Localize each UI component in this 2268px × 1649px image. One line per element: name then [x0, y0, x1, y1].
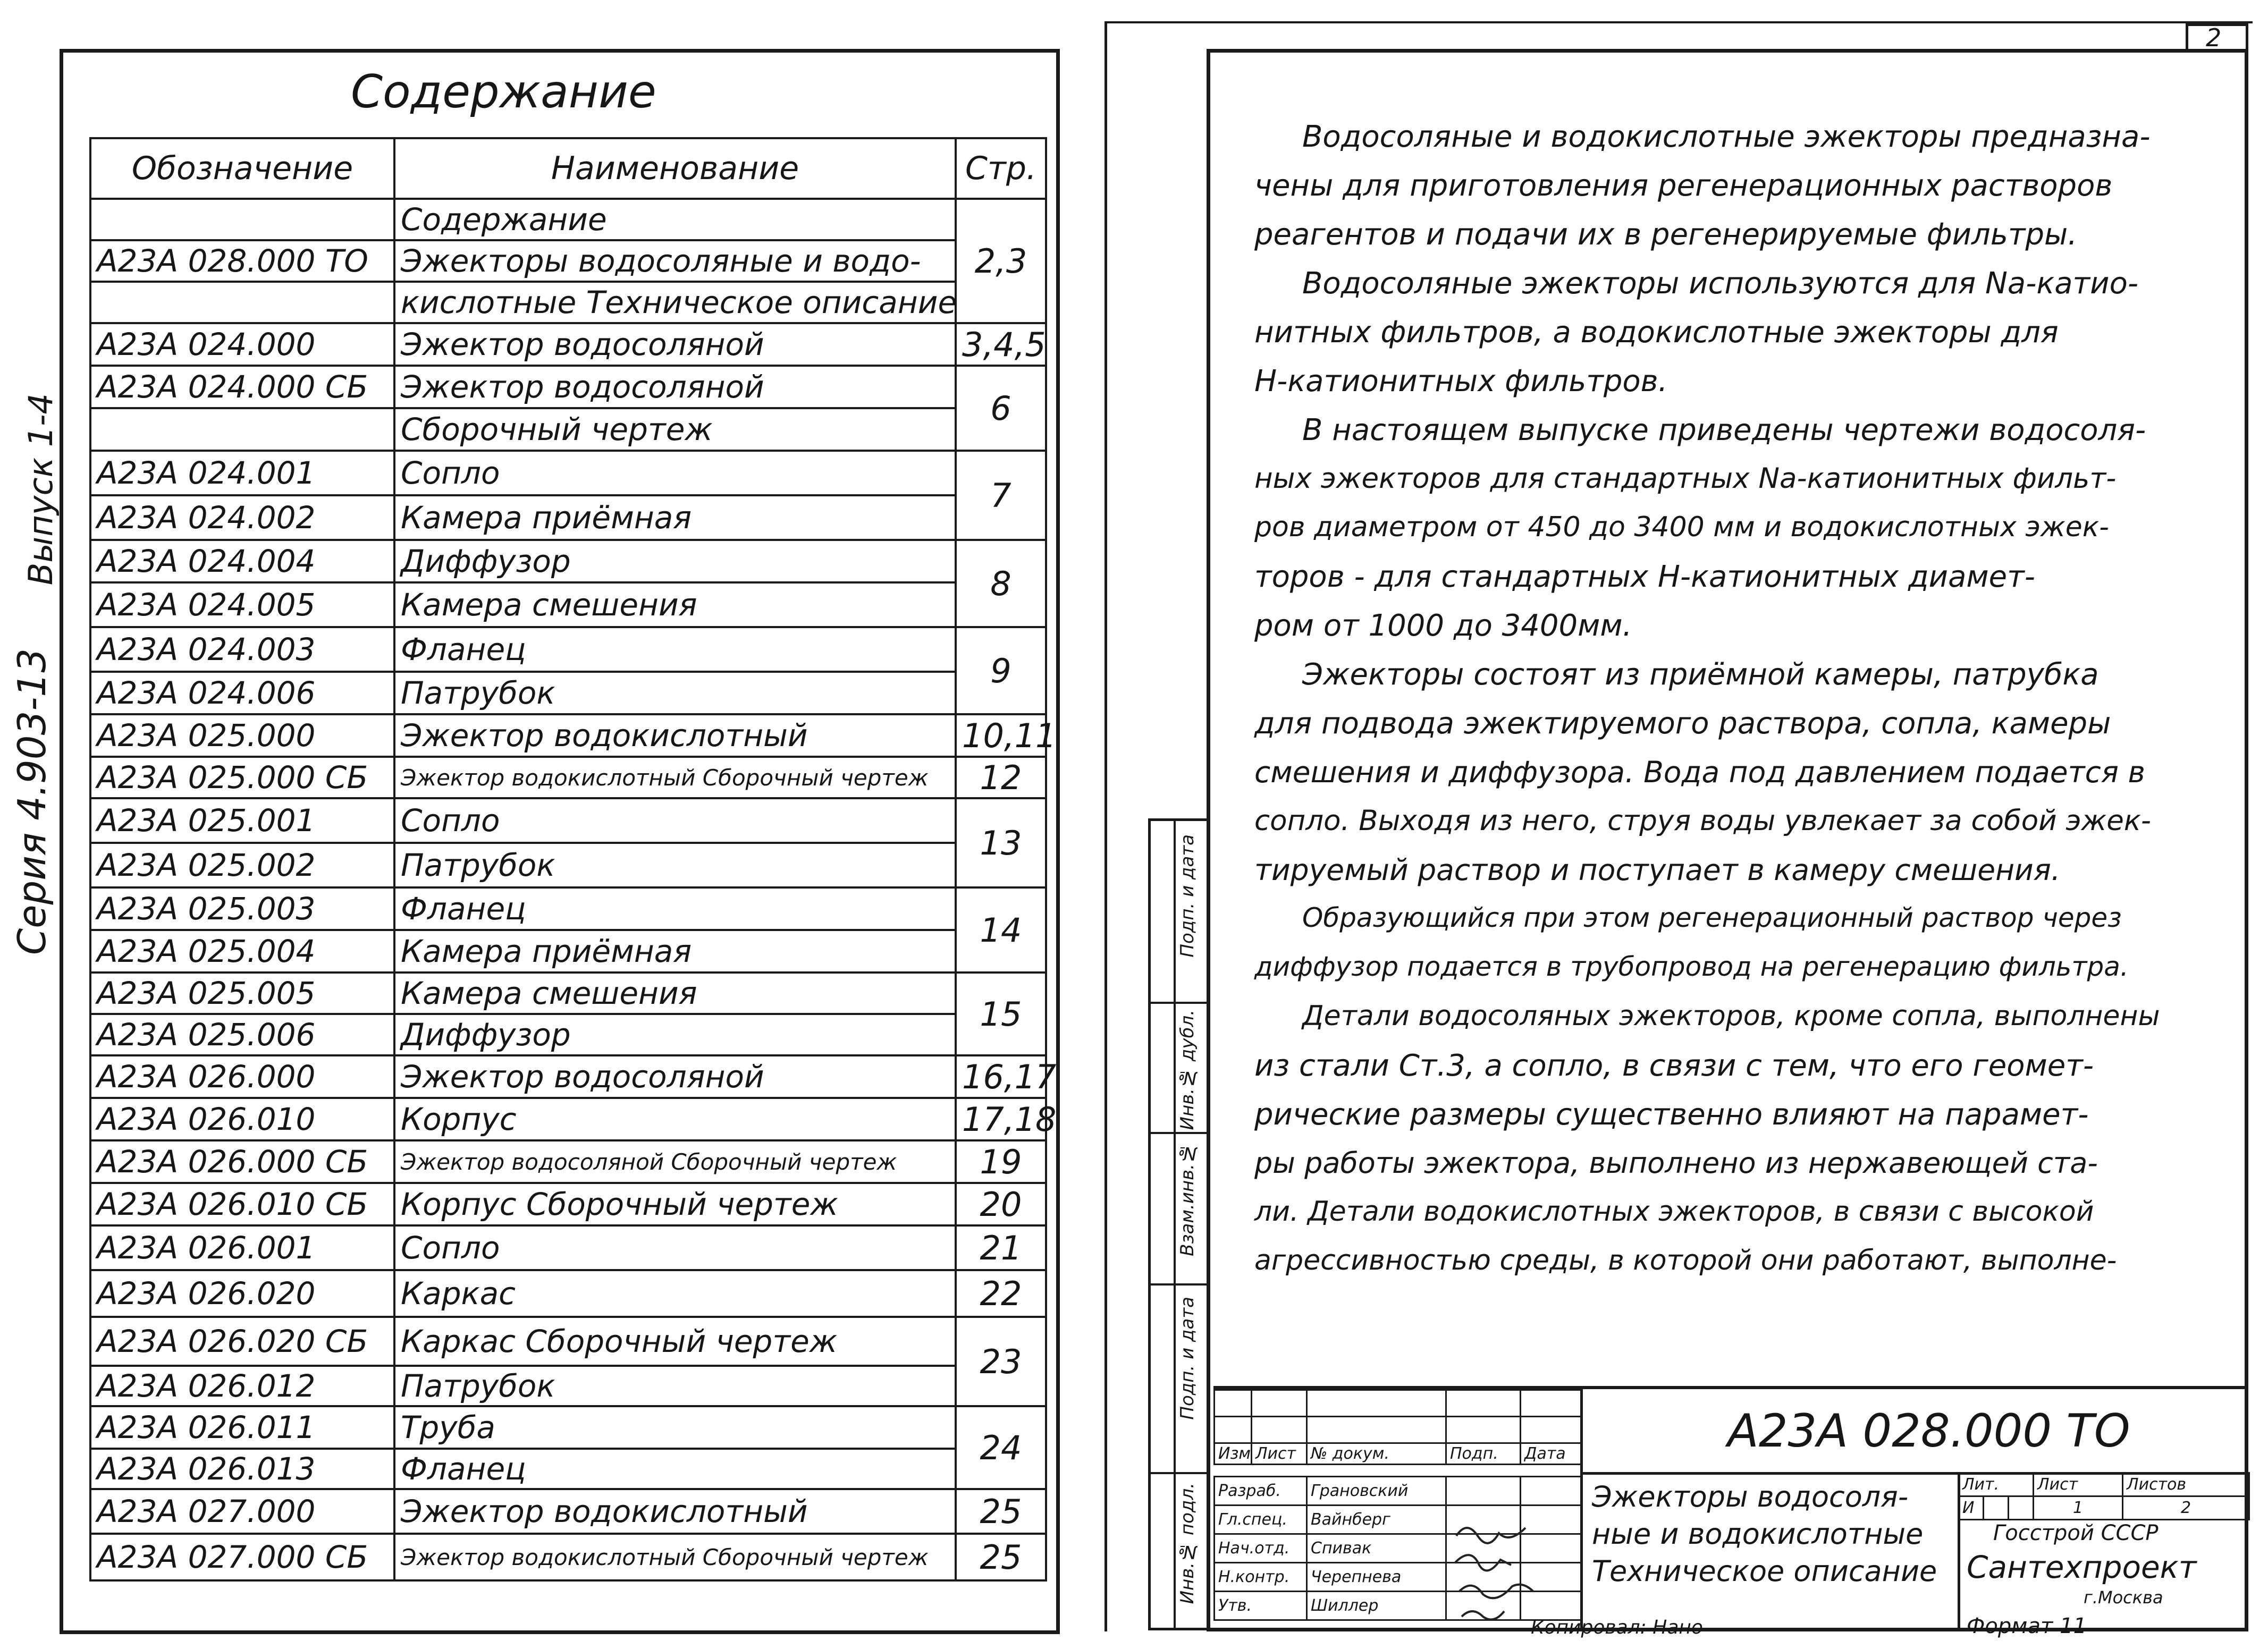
- toc-designation: А23А 025.000: [90, 714, 394, 757]
- tb-header-doc: № докум.: [1307, 1443, 1446, 1465]
- toc-page: 9: [956, 627, 1046, 714]
- toc-designation: А23А 025.002: [90, 843, 394, 887]
- toc-name: Сборочный чертеж: [394, 408, 956, 451]
- toc-name: Сопло: [394, 798, 956, 843]
- toc-designation: А23А 026.010 СБ: [90, 1183, 394, 1225]
- toc-designation: А23А 024.002: [90, 495, 394, 540]
- toc-designation: А23А 027.000: [90, 1489, 394, 1534]
- toc-designation: А23А 026.013: [90, 1449, 394, 1489]
- name-norm-control: Черепнева: [1307, 1563, 1446, 1592]
- name-approved: Шиллер: [1307, 1592, 1446, 1620]
- sheets-value: 2: [2123, 1496, 2249, 1520]
- sheet-label: Лист: [2034, 1473, 2123, 1496]
- toc-name: Каркас Сборочный чертеж: [394, 1317, 956, 1366]
- description-line: Эжекторы состоят из приёмной камеры, патрубка: [1302, 657, 2099, 692]
- issue-caption: Выпуск 1-4: [21, 393, 60, 586]
- toc-designation: А23А 024.005: [90, 582, 394, 627]
- description-line: для подвода эжектируемого раствора, сопла, камеры: [1254, 706, 2111, 741]
- side-label-dup-inv: Инв.№ дубл.: [1177, 1010, 1198, 1130]
- toc-name: Камера приёмная: [394, 930, 956, 973]
- toc-name: кислотные Техническое описание: [394, 282, 956, 323]
- tb-header-date: Дата: [1521, 1443, 1581, 1465]
- description-line: В настоящем выпуске приведены чертежи водосоля-: [1302, 413, 2146, 447]
- toc-page: 21: [956, 1225, 1046, 1270]
- toc-name: Труба: [394, 1406, 956, 1449]
- toc-page: 22: [956, 1270, 1046, 1317]
- toc-page: 14: [956, 887, 1046, 973]
- description-line: рические размеры существенно влияют на парамет-: [1254, 1097, 2089, 1132]
- toc-page: 8: [956, 540, 1046, 627]
- col-header-designation: Обозначение: [90, 138, 394, 199]
- description-line: нитных фильтров, а водокислотные эжекторы для: [1254, 315, 2059, 350]
- name-dept-head: Спивак: [1307, 1534, 1446, 1563]
- name-developer: Грановский: [1307, 1477, 1446, 1506]
- toc-page: 25: [956, 1534, 1046, 1580]
- toc-designation: А23А 026.020: [90, 1270, 394, 1317]
- description-line: ров диаметром от 450 до 3400 мм и водокислотных эжек-: [1254, 511, 2109, 543]
- org-line-1: Госстрой СССР: [1993, 1521, 2159, 1545]
- toc-page: 13: [956, 798, 1046, 887]
- toc-page: 2,3: [956, 199, 1046, 323]
- tb-header-sign: Подп.: [1446, 1443, 1521, 1465]
- signature-scribbles: [1446, 1477, 1584, 1626]
- role-developer: Разраб.: [1215, 1477, 1307, 1506]
- toc-page: 6: [956, 366, 1046, 451]
- toc-name: Фланец: [394, 887, 956, 930]
- description-line: ры работы эжектора, выполнено из нержавеющей ста-: [1254, 1146, 2098, 1180]
- tb-header-list: Лист: [1252, 1443, 1307, 1465]
- contents-table: [89, 137, 1057, 1582]
- toc-name: Содержание: [394, 199, 956, 240]
- top-edge-line: [1105, 21, 2253, 23]
- toc-page: 15: [956, 973, 1046, 1055]
- toc-designation: А23А 024.006: [90, 672, 394, 714]
- sheet-info-grid: [1958, 1472, 2250, 1520]
- toc-name: Эжектор водокислотный: [394, 1489, 956, 1534]
- toc-designation: А23А 026.020 СБ: [90, 1317, 394, 1366]
- toc-designation: А23А 024.004: [90, 540, 394, 582]
- description-line: ных эжекторов для стандартных Na-катионитных фильт-: [1254, 462, 2117, 495]
- toc-name: Фланец: [394, 1449, 956, 1489]
- sheets-label: Листов: [2123, 1473, 2249, 1496]
- org-city: г.Москва: [2084, 1587, 2163, 1608]
- side-label-replace-inv: Взам.инв.№: [1177, 1143, 1198, 1256]
- description-line: чены для приготовления регенерационных растворов: [1254, 168, 2113, 203]
- toc-name: Эжектор водосоляной: [394, 1055, 956, 1098]
- col-header-page: Стр.: [956, 138, 1046, 199]
- tb-header-izm: Изм: [1215, 1443, 1252, 1465]
- description-line: ли. Детали водокислотных эжекторов, в связи с высокой: [1254, 1196, 2094, 1228]
- toc-name: Эжектор водосоляной: [394, 323, 956, 366]
- role-norm-control: Н.контр.: [1215, 1563, 1307, 1592]
- toc-page: 25: [956, 1489, 1046, 1534]
- toc-page: 20: [956, 1183, 1046, 1225]
- description-line: из стали Ст.3, а сопло, в связи с тем, что его геомет-: [1254, 1048, 2094, 1083]
- description-line: диффузор подается в трубопровод на регенерацию фильтра.: [1254, 951, 2129, 982]
- toc-name: Эжектор водосоляной: [394, 366, 956, 408]
- footer-copied: Копировал: Нано: [1531, 1617, 1703, 1638]
- description-line: Детали водосоляных эжекторов, кроме сопла, выполнены: [1302, 1000, 2160, 1032]
- sheet-value: 1: [2034, 1496, 2123, 1520]
- toc-name: Диффузор: [394, 1014, 956, 1055]
- side-label-sign-date-2: Подп. и дата: [1177, 1297, 1198, 1420]
- toc-page: 23: [956, 1317, 1046, 1406]
- toc-page: 24: [956, 1406, 1046, 1489]
- toc-designation: А23А 026.010: [90, 1098, 394, 1140]
- toc-name: Камера смешения: [394, 973, 956, 1014]
- toc-designation: А23А 027.000 СБ: [90, 1534, 394, 1580]
- toc-designation: А23А 025.006: [90, 1014, 394, 1055]
- toc-designation: А23А 024.000 СБ: [90, 366, 394, 408]
- toc-name: Каркас: [394, 1270, 956, 1317]
- toc-name: Камера смешения: [394, 582, 956, 627]
- toc-designation: А23А 026.000 СБ: [90, 1140, 394, 1183]
- toc-page: 7: [956, 451, 1046, 540]
- toc-designation: А23А 025.004: [90, 930, 394, 973]
- toc-designation: А23А 026.000: [90, 1055, 394, 1098]
- toc-designation: А23А 026.001: [90, 1225, 394, 1270]
- toc-name: Диффузор: [394, 540, 956, 582]
- toc-designation: А23А 024.003: [90, 627, 394, 672]
- description-line: Водосоляные эжекторы используются для Na-катио-: [1302, 266, 2139, 301]
- name-chief-specialist: Вайнберг: [1307, 1506, 1446, 1534]
- toc-page: 10,11: [956, 714, 1046, 757]
- toc-name: Эжектор водокислотный Сборочный чертеж: [394, 757, 956, 798]
- description-line: ром от 1000 до 3400мм.: [1254, 608, 1632, 643]
- toc-name: Эжектор водокислотный: [394, 714, 956, 757]
- revision-grid: [1213, 1389, 1582, 1465]
- toc-page: 16,17: [956, 1055, 1046, 1098]
- description-line: сопло. Выходя из него, струя воды увлекает за собой эжек-: [1254, 805, 2151, 837]
- tb-vertical-divider: [1580, 1389, 1583, 1631]
- toc-name: Патрубок: [394, 843, 956, 887]
- lit-label: Лит.: [1959, 1473, 2034, 1496]
- toc-name: Сопло: [394, 451, 956, 495]
- org-line-2: Сантехпроект: [1967, 1549, 2197, 1585]
- toc-name: Камера приёмная: [394, 495, 956, 540]
- description-line: смешения и диффузора. Вода под давлением подается в: [1254, 755, 2145, 789]
- toc-designation: А23А 025.001: [90, 798, 394, 843]
- toc-page: 19: [956, 1140, 1046, 1183]
- description-line: тируемый раствор и поступает в камеру смешения.: [1254, 853, 2061, 887]
- toc-name: Патрубок: [394, 1366, 956, 1406]
- lit-value: И: [1959, 1496, 1984, 1520]
- toc-name: Сопло: [394, 1225, 956, 1270]
- col-header-name: Наименование: [394, 138, 956, 199]
- toc-designation: [90, 408, 394, 451]
- document-title-line-1: Эжекторы водосоля-: [1592, 1480, 1909, 1513]
- side-label-sign-date: Подп. и дата: [1177, 834, 1198, 958]
- toc-page: 3,4,5: [956, 323, 1046, 366]
- toc-designation: [90, 282, 394, 323]
- toc-name: Патрубок: [394, 672, 956, 714]
- toc-name: Фланец: [394, 627, 956, 672]
- document-code: А23А 028.000 ТО: [1727, 1405, 2130, 1458]
- role-dept-head: Нач.отд.: [1215, 1534, 1307, 1563]
- toc-designation: А23А 025.000 СБ: [90, 757, 394, 798]
- toc-designation: А23А 026.012: [90, 1366, 394, 1406]
- description-line: торов - для стандартных Н-катионитных диамет-: [1254, 560, 2035, 594]
- toc-page: 12: [956, 757, 1046, 798]
- toc-designation: А23А 024.000: [90, 323, 394, 366]
- toc-designation: [90, 199, 394, 240]
- series-caption: Серия 4.903-13: [10, 648, 54, 955]
- toc-name: Эжекторы водосоляные и водо-: [394, 240, 956, 282]
- description-line: реагентов и подачи их в регенерируемые фильтры.: [1254, 217, 2078, 252]
- role-approved: Утв.: [1215, 1592, 1307, 1620]
- description-line: Водосоляные и водокислотные эжекторы предназна-: [1302, 120, 2151, 154]
- toc-designation: А23А 025.005: [90, 973, 394, 1014]
- page-number: 2: [2206, 23, 2222, 52]
- document-title-line-2: ные и водокислотные: [1592, 1517, 1924, 1551]
- side-label-orig-inv: Инв.№ подл.: [1177, 1483, 1198, 1604]
- description-line: Н-катионитных фильтров.: [1254, 364, 1668, 399]
- toc-name: Корпус: [394, 1098, 956, 1140]
- toc-designation: А23А 024.001: [90, 451, 394, 495]
- toc-designation: А23А 028.000 ТО: [90, 240, 394, 282]
- center-divider: [1105, 21, 1107, 1631]
- toc-name: Эжектор водокислотный Сборочный чертеж: [394, 1534, 956, 1580]
- description-line: агрессивностью среды, в которой они работают, выполне-: [1254, 1245, 2117, 1276]
- toc-page: 17,18: [956, 1098, 1046, 1140]
- toc-designation: А23А 025.003: [90, 887, 394, 930]
- contents-title: Содержание: [351, 65, 656, 119]
- footer-format: Формат 11: [1967, 1614, 2087, 1638]
- description-line: Образующийся при этом регенерационный раствор через: [1302, 902, 2122, 933]
- document-title-line-3: Техническое описание: [1592, 1554, 1937, 1588]
- role-chief-specialist: Гл.спец.: [1215, 1506, 1307, 1534]
- toc-name: Корпус Сборочный чертеж: [394, 1183, 956, 1225]
- side-stamp-divider: [1174, 818, 1176, 1630]
- toc-name: Эжектор водосоляной Сборочный чертеж: [394, 1140, 956, 1183]
- toc-designation: А23А 026.011: [90, 1406, 394, 1449]
